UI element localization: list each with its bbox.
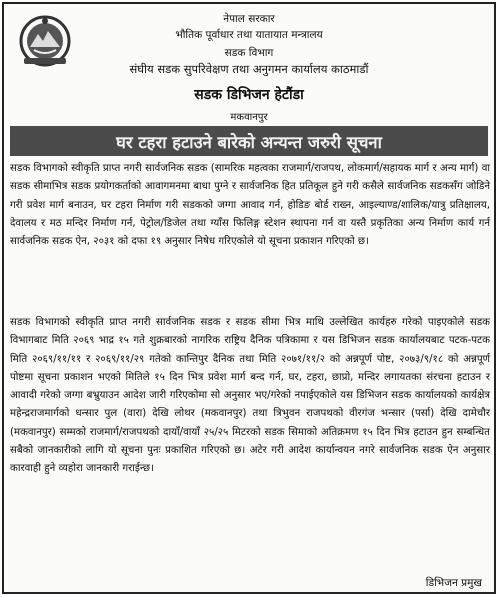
notice-paragraph-2: सडक विभागको स्वीकृति प्राप्त नगरी सार्वजनिक सडक र सडक सीमा भित्र माथि उल्लेखित कार्यहरु गरेको पाइएकोले सडक विभागबाट मिति २०६९ भाद्र १५ गते शुक्रबारको नागरिक राष्ट्रिय दैनिक पत्रिकामा र यस डिभिजन सडक कार्यालयबाट पटक-पटक मिति २०६९/११/११ र २०६९/११/२९ गतेको कान्तिपुर दैनिक तथा मिति २०७१/११/२ को अन्नपूर्ण पोष्ट, २०७३/९/१८ को अन्नपूर्ण पोष्टमा सूचना प्रकाशन भएको मितिले १५ दिन भित्र प्रवेश मार्ग बन्द गर्न, घर, टहरा, छाप्रो, मन्दिर लगायतका संरचना हटाउन र आवादी गरेको जग्गा बभ्रुयाउन आदेश जारी गरिएकोमा सो अनुसार भए/गरेको नपाईएकोले यस डिभिजन सडक कार्यालयको कार्यक्षेत्र महेन्द्रराजमार्गको धन्सार पुल (वारा) देखि लोथर (मकवानपुर) तथा त्रिभुवन राजपथको वीरगंज भन्सार (पर्सा) देखि दामेचौर (मकवानपुर) सम्मको राजमार्ग/राजपथको दायाँ/वायाँ २५/२५ मिटरको सडक सिमाको अतिक्रमण १५ दिन भित्र हटाउन हुन सम्बन्धित सबैको जानकारीको लागि यो सूचना पुनः प्रकाशित गरिएको छ। अटेर गरी आदेश कार्यान्वयन नगरे सार्वजनिक सडक ऐन अनुसार कारवाही हुने व्यहोरा जानकारी गराईन्छ। bbox=[10, 317, 490, 475]
signature-division-chief: डिभिजन प्रमुख bbox=[425, 577, 482, 589]
letterhead-government: नेपाल सरकार bbox=[223, 13, 275, 25]
letterhead-ministry: भौतिक पूर्वाधार तथा यातायात मन्त्रालय bbox=[175, 29, 323, 41]
letterhead-department: सडक विभाग bbox=[224, 47, 274, 59]
notice-title: घर टहरा हटाउने बारेको अन्यन्त जरुरी सूचना bbox=[10, 126, 488, 156]
notice-paragraph-1: सडक विभागको स्वीकृति प्राप्त नगरी सार्वजनिक सडक (सामरिक महत्वका राजमार्ग/राजपथ, लोकमार्ग/सहायक मार्ग र अन्य मार्ग) वा सडक सीमाभित्र सडक प्रयोगकर्ताको आवागमनमा बाधा पुग्ने र सार्वजनिक हित प्रतिकूल हुने गरी कसैले सार्वजनिक सडकसँग जोडिने गरी प्रवेश मार्ग बनाउन, घर टहरा निर्माण गरी सडकको जग्गा आवाद गर्न, होडिङ बोर्ड राख्न, आइल्याण्ड/शालिक/यात्रु प्रतिक्षालय, देवालय र मठ मन्दिर निर्माण गर्न, पेट्रोल/डिजेल तथा ग्याँस फिलिङ्ग स्टेशन स्थापना गर्न वा यस्तै प्रकृतिका अन्य निर्माण कार्य गर्न सार्वजनिक सडक ऐन, २०३१ को दफा १९ अनुसार निषेध गरिएकोले यो सूचना प्रकाशन गरिएको छ। bbox=[10, 163, 490, 248]
letterhead-office: संघीय सडक सुपरिवेक्षण तथा अनुगमन कार्यालय काठमाडौं bbox=[129, 62, 369, 76]
notice-page bbox=[2, 2, 496, 594]
letterhead-district: मकवानपुर bbox=[230, 112, 268, 123]
letterhead-division: सडक डिभिजन हेटौंडा bbox=[194, 87, 304, 103]
